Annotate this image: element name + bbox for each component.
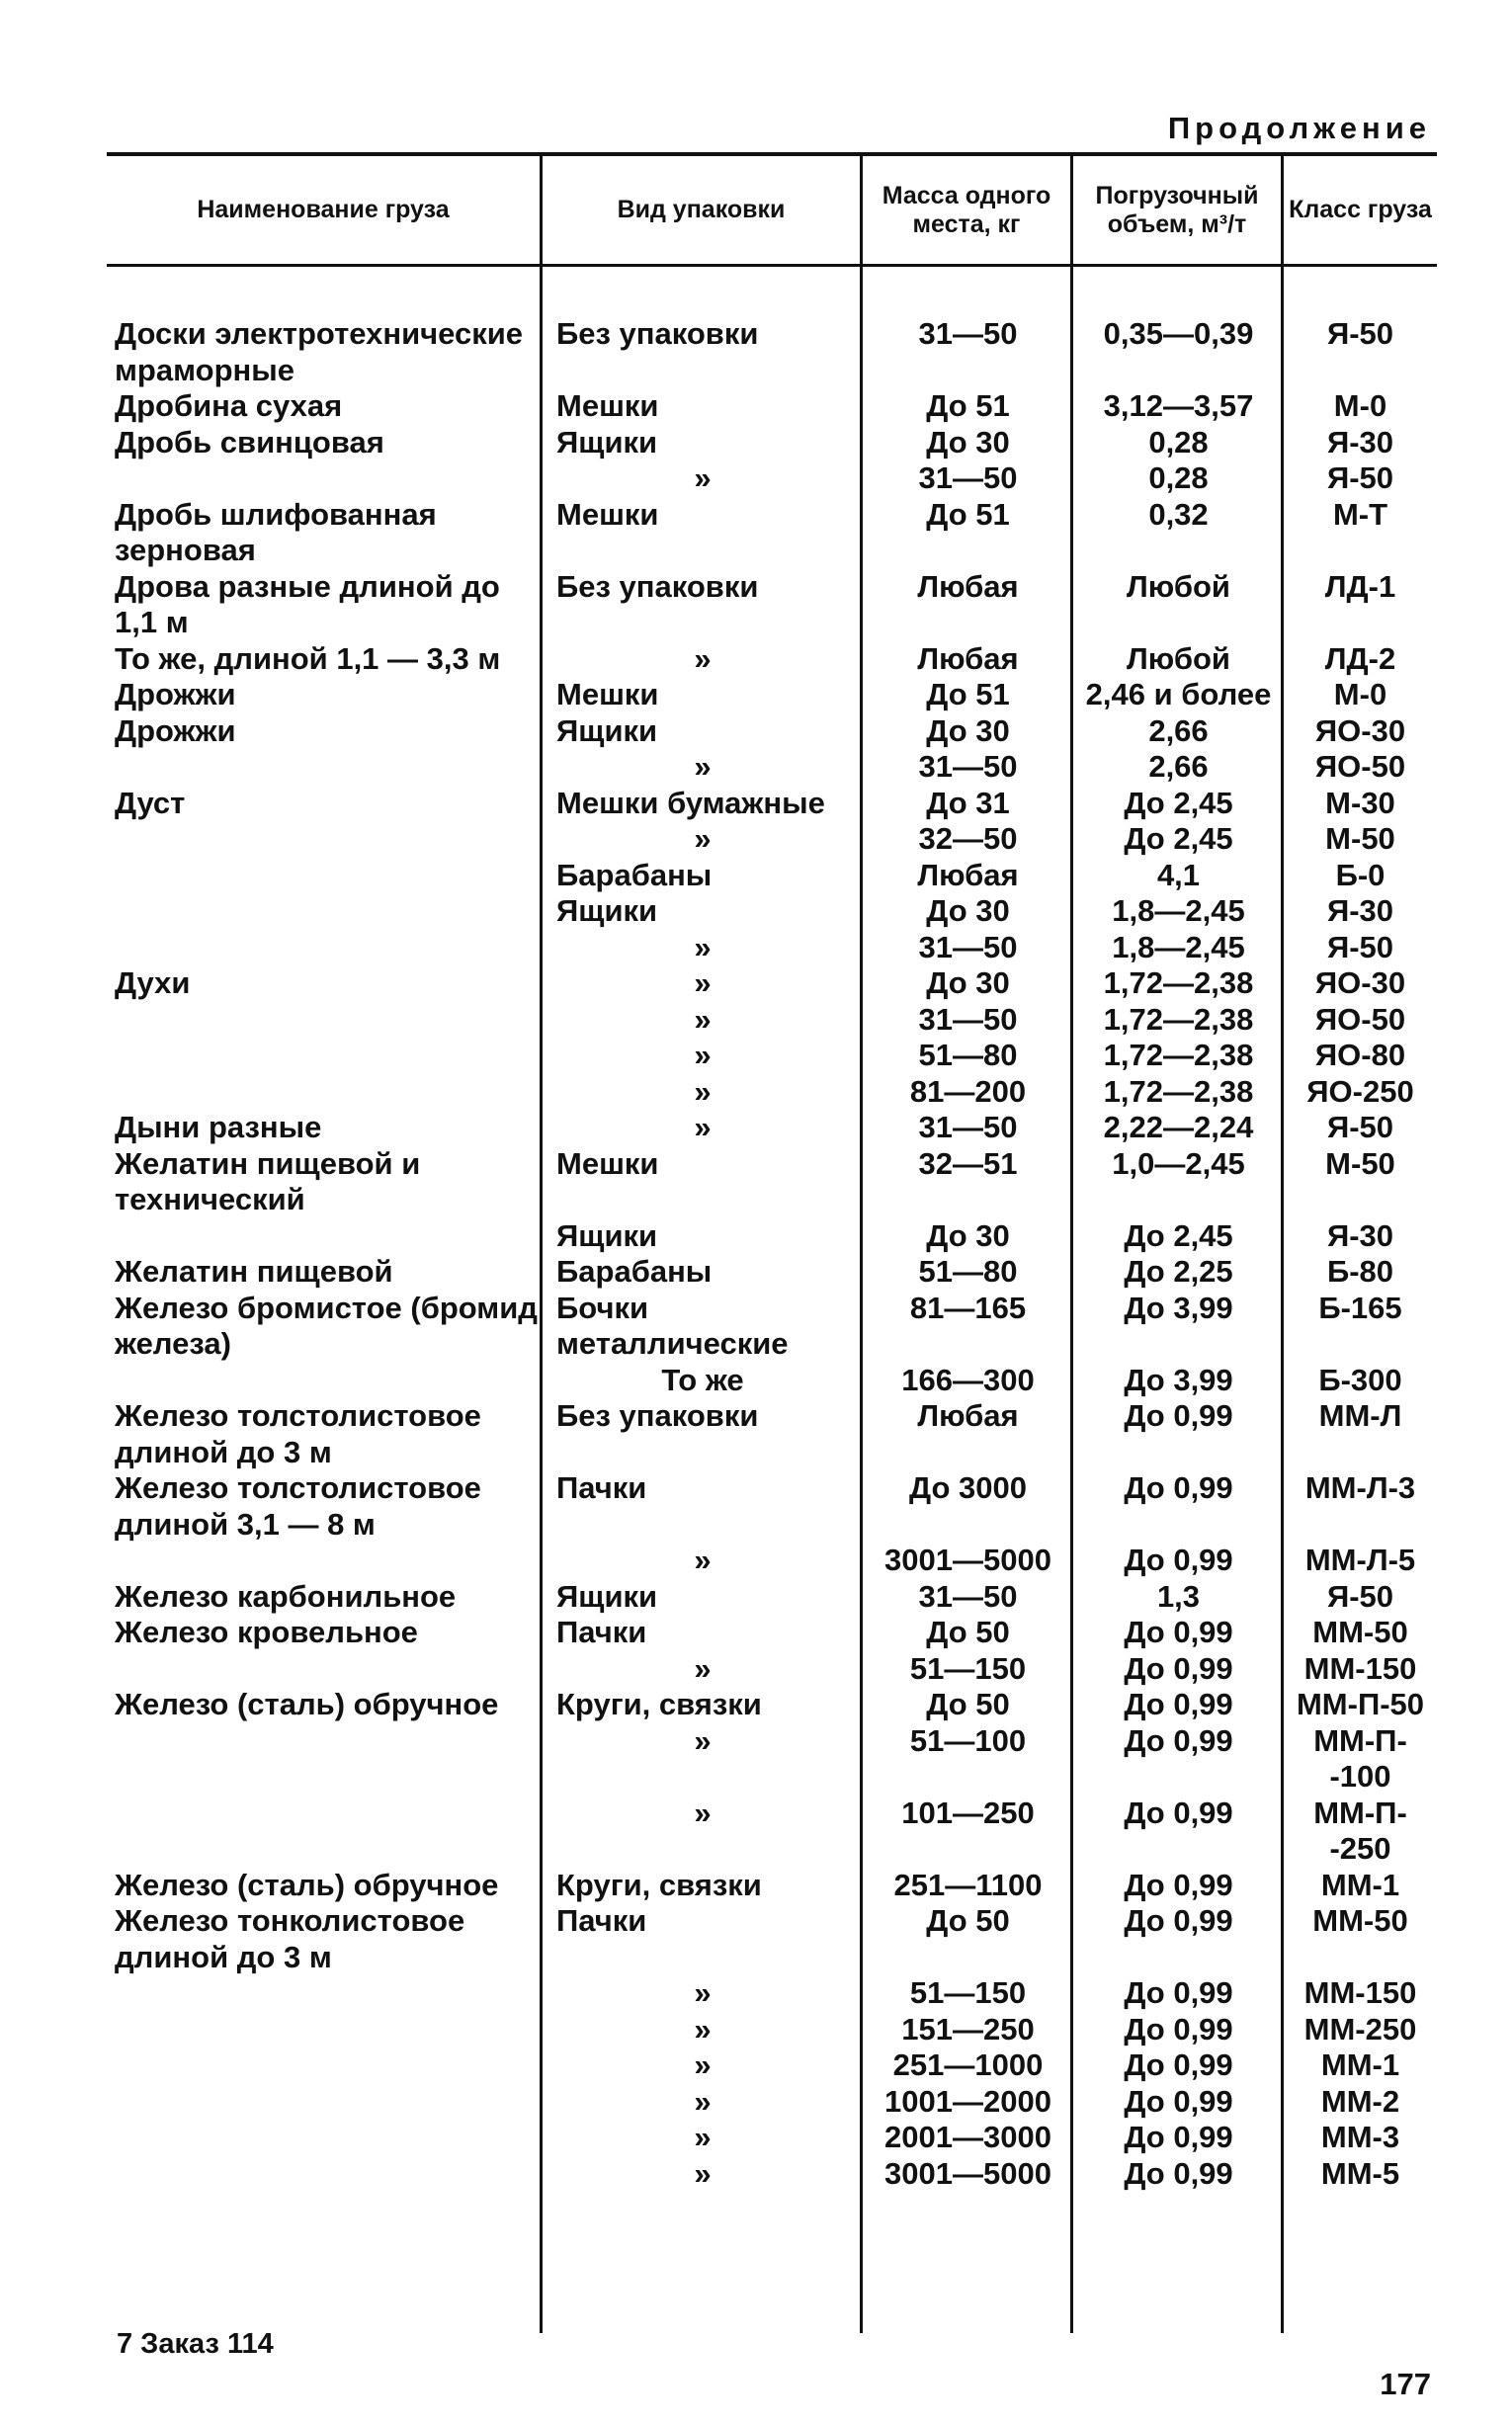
- cell-mass: Любая: [917, 640, 1019, 676]
- table-row: [107, 1002, 1437, 1039]
- table-row: [107, 677, 1437, 713]
- cell-packaging: »: [694, 2047, 712, 2082]
- table-row: [107, 858, 1437, 894]
- cell-packaging: »: [694, 1073, 712, 1109]
- cell-cargo-name: [107, 1975, 543, 2012]
- cell-cargo-name: [107, 1723, 543, 1796]
- table-row: [107, 1615, 1437, 1651]
- cell-class: ММ-Л: [1318, 1398, 1402, 1433]
- cell-mass: 101—250: [901, 1795, 1035, 1830]
- cell-class: ММ-3: [1320, 2120, 1400, 2154]
- cell-packaging: Мешки: [556, 496, 659, 532]
- cell-mass: 251—1100: [893, 1867, 1043, 1902]
- cell-cargo-name: [107, 1038, 543, 1074]
- cell-mass: 3001—5000: [884, 1543, 1051, 1577]
- cell-cargo-name: Железо (сталь) обручное: [115, 1687, 499, 1721]
- cell-cargo-name: [107, 1218, 543, 1255]
- cell-packaging: »: [694, 2155, 712, 2191]
- header-volume: Погрузочный объем, м³/т: [1095, 181, 1259, 238]
- continuation-label: Продолжение: [1167, 111, 1431, 145]
- cell-class: М-50: [1325, 821, 1395, 856]
- cell-volume: Любой: [1127, 640, 1230, 676]
- cell-packaging: Мешки бумажные: [556, 785, 825, 820]
- cell-packaging: »: [694, 1795, 712, 1830]
- cell-mass: 31—50: [918, 929, 1018, 964]
- cell-class: Я-50: [1326, 1110, 1394, 1144]
- cell-cargo-name: [107, 1074, 543, 1111]
- cell-cargo-name: То же, длиной 1,1 — 3,3 м: [115, 640, 501, 676]
- cell-packaging: »: [694, 1543, 712, 1577]
- table-row: [107, 821, 1437, 858]
- table-row: [107, 2047, 1437, 2084]
- table-row: [107, 930, 1437, 966]
- table-row: [107, 425, 1437, 461]
- cell-volume: 1,72—2,38: [1103, 1001, 1254, 1037]
- cell-class: ММ-5: [1320, 2155, 1400, 2191]
- cell-mass: До 30: [926, 1217, 1010, 1253]
- cell-class: ММ-150: [1303, 1650, 1417, 1686]
- cell-packaging: »: [694, 1110, 712, 1144]
- cell-cargo-name: Дробина сухая: [115, 388, 343, 423]
- cell-packaging: »: [694, 965, 712, 1000]
- cell-class: Б-80: [1326, 1254, 1394, 1289]
- table-row: [107, 2120, 1437, 2156]
- cell-volume: До 0,99: [1124, 1975, 1233, 2010]
- cell-class: ЯО-50: [1314, 749, 1406, 784]
- cell-volume: До 2,25: [1124, 1254, 1233, 1289]
- header-cargo-name: Наименование груза: [197, 196, 450, 223]
- table-row: [107, 1868, 1437, 1904]
- cell-class: ЛД-2: [1324, 640, 1396, 676]
- table-row: [107, 1903, 1437, 1975]
- table-row: [107, 641, 1437, 678]
- table-row: [107, 713, 1437, 750]
- cell-mass: 31—50: [918, 1578, 1018, 1614]
- cell-volume: До 0,99: [1124, 2011, 1233, 2047]
- cell-mass: Любая: [917, 568, 1019, 604]
- cell-packaging: Ящики: [556, 712, 658, 748]
- cell-mass: 32—51: [918, 1145, 1018, 1181]
- cell-packaging: Пачки: [556, 1470, 647, 1505]
- cell-cargo-name: Железо (сталь) обручное: [115, 1867, 499, 1902]
- cell-mass: 166—300: [901, 1362, 1035, 1397]
- cell-class: ММ-1: [1320, 2047, 1400, 2082]
- cell-class: Я-50: [1326, 1578, 1394, 1614]
- cell-cargo-name: [107, 858, 543, 894]
- cell-cargo-name: Желатин пищевой: [115, 1254, 393, 1289]
- cell-packaging: Ящики: [556, 893, 658, 928]
- cell-mass: До 30: [926, 893, 1010, 928]
- cell-volume: До 0,99: [1124, 1795, 1233, 1830]
- table-row: [107, 1543, 1437, 1579]
- cell-class: Я-30: [1326, 424, 1394, 460]
- cell-class: М-0: [1333, 677, 1387, 711]
- cell-mass: До 50: [926, 1687, 1010, 1721]
- cell-volume: До 3,99: [1124, 1290, 1233, 1325]
- cell-volume: 1,0—2,45: [1112, 1145, 1245, 1181]
- cell-class: Я-30: [1326, 893, 1394, 928]
- cell-mass: 31—50: [918, 1110, 1018, 1144]
- table-row: [107, 1975, 1437, 2012]
- cell-cargo-name: [107, 930, 543, 966]
- table-row: [107, 569, 1437, 641]
- cell-cargo-name: Желатин пищевой и технический: [115, 1145, 421, 1216]
- cell-volume: До 3,99: [1124, 1362, 1233, 1397]
- cell-packaging: То же: [661, 1362, 744, 1397]
- cell-packaging: »: [694, 1001, 712, 1037]
- table-row: [107, 388, 1437, 425]
- cell-cargo-name: [107, 1002, 543, 1039]
- cell-mass: 81—165: [909, 1290, 1027, 1325]
- cell-cargo-name: Железо бромистое (бромид железа): [115, 1290, 538, 1361]
- cell-cargo-name: Дыни разные: [115, 1110, 322, 1144]
- cell-volume: 1,8—2,45: [1112, 929, 1245, 964]
- cell-volume: 2,66: [1148, 712, 1209, 748]
- cell-packaging: Без упаковки: [556, 1398, 759, 1433]
- header-bottom-rule: [107, 264, 1437, 267]
- cell-cargo-name: [107, 1543, 543, 1579]
- cell-packaging: Ящики: [556, 1578, 658, 1614]
- cell-volume: Любой: [1127, 568, 1230, 604]
- cell-mass: 32—50: [918, 821, 1018, 856]
- cell-volume: До 0,99: [1124, 2155, 1233, 2191]
- cell-packaging: Круги, связки: [556, 1867, 762, 1902]
- cell-packaging: »: [694, 2011, 712, 2047]
- cell-volume: До 2,45: [1124, 821, 1233, 856]
- cargo-table-body: [107, 316, 1437, 2192]
- cell-cargo-name: Дрожжи: [115, 712, 236, 748]
- cell-mass: До 30: [926, 424, 1010, 460]
- cell-packaging: »: [694, 929, 712, 964]
- cell-volume: 2,66: [1148, 749, 1209, 784]
- cell-mass: 51—80: [918, 1254, 1018, 1289]
- cell-packaging: Без упаковки: [556, 316, 759, 351]
- cell-volume: 1,72—2,38: [1103, 965, 1254, 1000]
- cell-volume: До 0,99: [1124, 1650, 1233, 1686]
- cell-mass: До 51: [926, 677, 1010, 711]
- cell-class: М-0: [1333, 388, 1387, 423]
- cell-packaging: Ящики: [556, 424, 658, 460]
- cell-packaging: Пачки: [556, 1903, 647, 1938]
- cell-class: ММ-П-50: [1296, 1687, 1425, 1721]
- cell-mass: 31—50: [918, 749, 1018, 784]
- cell-cargo-name: Дрова разные длиной до 1,1 м: [115, 568, 500, 639]
- cell-packaging: »: [694, 1722, 712, 1758]
- cell-packaging: »: [694, 1650, 712, 1686]
- cell-mass: 31—50: [918, 1001, 1018, 1037]
- cell-cargo-name: Железо карбонильное: [115, 1578, 457, 1614]
- cell-cargo-name: [107, 2047, 543, 2084]
- cell-class: ММ-Л-3: [1304, 1470, 1416, 1505]
- footer-order-note: 7 Заказ 114: [117, 2328, 274, 2360]
- cell-cargo-name: Железо тонколистовое длиной до 3 м: [115, 1903, 465, 1974]
- cell-class: ММ-П- -250: [1313, 1795, 1407, 1866]
- cell-cargo-name: [107, 460, 543, 497]
- cell-mass: 51—150: [909, 1975, 1027, 2010]
- cell-cargo-name: Духи: [115, 965, 191, 1000]
- cell-packaging: »: [694, 2120, 712, 2154]
- cell-volume: 4,1: [1156, 857, 1201, 892]
- cell-class: ЯО-80: [1314, 1038, 1406, 1072]
- cell-volume: До 0,99: [1124, 1903, 1233, 1938]
- cell-volume: До 2,45: [1124, 785, 1233, 820]
- cell-volume: 0,28: [1148, 460, 1209, 495]
- cell-volume: 0,28: [1148, 424, 1209, 460]
- table-row: [107, 1723, 1437, 1796]
- table-row: [107, 1291, 1437, 1363]
- table-row: [107, 1398, 1437, 1470]
- cell-packaging: Пачки: [556, 1615, 647, 1649]
- cell-cargo-name: Дробь шлифованная зерновая: [115, 496, 437, 567]
- cell-mass: До 31: [926, 785, 1010, 820]
- table-row: [107, 965, 1437, 1002]
- table-row: [107, 497, 1437, 569]
- cell-mass: До 30: [926, 712, 1010, 748]
- cell-cargo-name: Железо толстолистовое длиной до 3 м: [115, 1398, 481, 1469]
- cell-mass: 251—1000: [892, 2047, 1044, 2082]
- cell-cargo-name: Дробь свинцовая: [115, 424, 384, 460]
- cell-cargo-name: [107, 2120, 543, 2156]
- cell-class: ММ-2: [1320, 2083, 1400, 2119]
- cell-class: ММ-150: [1303, 1975, 1417, 2010]
- cell-volume: До 0,99: [1124, 1615, 1233, 1649]
- cell-packaging: »: [694, 2083, 712, 2119]
- cell-class: Я-50: [1326, 316, 1394, 351]
- cell-class: ЯО-30: [1314, 712, 1406, 748]
- table-row: [107, 1038, 1437, 1074]
- cell-mass: 51—100: [909, 1722, 1027, 1758]
- cell-packaging: Барабаны: [556, 1254, 713, 1289]
- cell-cargo-name: Дрожжи: [115, 677, 236, 711]
- cell-class: М-Т: [1332, 496, 1388, 532]
- cell-packaging: Барабаны: [556, 857, 713, 892]
- table-row: [107, 1579, 1437, 1616]
- table-row: [107, 1146, 1437, 1218]
- cell-cargo-name: [107, 1651, 543, 1688]
- table-row: [107, 1074, 1437, 1111]
- cell-class: ММ-Л-5: [1304, 1543, 1416, 1577]
- cell-cargo-name: [107, 749, 543, 786]
- cell-packaging: Мешки: [556, 1145, 659, 1181]
- cell-packaging: Ящики: [556, 1217, 658, 1253]
- cell-cargo-name: [107, 1796, 543, 1868]
- table-row: [107, 1651, 1437, 1688]
- cell-cargo-name: Доски электротехнические мраморные: [115, 316, 524, 387]
- header-class: Класс груза: [1289, 196, 1432, 223]
- cell-class: ММ-50: [1312, 1903, 1408, 1938]
- cell-mass: 31—50: [918, 460, 1018, 495]
- cell-mass: До 51: [926, 496, 1010, 532]
- cell-mass: 81—200: [909, 1073, 1027, 1109]
- cell-class: Б-165: [1318, 1290, 1402, 1325]
- cell-mass: 31—50: [918, 316, 1018, 351]
- table-row: [107, 2012, 1437, 2048]
- cell-volume: 3,12—3,57: [1103, 388, 1254, 423]
- table-row: [107, 1363, 1437, 1399]
- table-row: [107, 1687, 1437, 1723]
- cell-volume: До 0,99: [1124, 1470, 1233, 1505]
- cell-class: ЯО-250: [1306, 1073, 1414, 1109]
- cell-class: ЯО-30: [1314, 965, 1406, 1000]
- cell-mass: Любая: [917, 857, 1019, 892]
- cell-volume: 1,3: [1156, 1578, 1201, 1614]
- cell-mass: До 51: [926, 388, 1010, 423]
- table-row: [107, 749, 1437, 786]
- cell-packaging: »: [694, 821, 712, 856]
- cell-cargo-name: Железо толстолистовое длиной 3,1 — 8 м: [115, 1470, 481, 1542]
- cell-mass: До 50: [926, 1615, 1010, 1649]
- table-row: [107, 893, 1437, 930]
- cell-class: Б-300: [1318, 1362, 1402, 1397]
- cell-packaging: Мешки: [556, 388, 659, 423]
- cell-class: Я-50: [1326, 460, 1394, 495]
- cell-packaging: Мешки: [556, 677, 659, 711]
- header-packaging: Вид упаковки: [617, 196, 786, 223]
- cell-volume: 1,72—2,38: [1103, 1038, 1254, 1072]
- cell-volume: 1,72—2,38: [1103, 1073, 1254, 1109]
- cell-packaging: »: [694, 1038, 712, 1072]
- table-row: [107, 2084, 1437, 2121]
- cell-packaging: »: [694, 749, 712, 784]
- cell-cargo-name: [107, 2084, 543, 2121]
- cell-class: ММ-1: [1320, 1867, 1400, 1902]
- table-row: [107, 1254, 1437, 1291]
- cell-volume: 0,35—0,39: [1103, 316, 1254, 351]
- cell-mass: 51—150: [909, 1650, 1027, 1686]
- cell-class: ЛД-1: [1324, 568, 1396, 604]
- cell-cargo-name: Железо кровельное: [115, 1615, 418, 1649]
- cell-class: Б-0: [1335, 857, 1386, 892]
- cell-volume: 1,8—2,45: [1112, 893, 1245, 928]
- table-row: [107, 786, 1437, 822]
- table-row: [107, 2156, 1437, 2193]
- cell-packaging: »: [694, 640, 712, 676]
- cell-class: ММ-250: [1303, 2011, 1417, 2047]
- cell-volume: 0,32: [1148, 496, 1209, 532]
- cell-packaging: »: [694, 460, 712, 495]
- cell-mass: 151—250: [901, 2011, 1035, 2047]
- cell-class: Я-30: [1326, 1217, 1394, 1253]
- cell-cargo-name: [107, 821, 543, 858]
- cell-volume: До 0,99: [1124, 1867, 1233, 1902]
- cell-class: ЯО-50: [1314, 1001, 1406, 1037]
- cell-volume: До 0,99: [1124, 1398, 1233, 1433]
- cell-class: ММ-50: [1312, 1615, 1408, 1649]
- table-row: [107, 1470, 1437, 1543]
- cell-volume: До 2,45: [1124, 1217, 1233, 1253]
- cell-class: М-50: [1325, 1145, 1395, 1181]
- cell-volume: До 0,99: [1124, 2047, 1233, 2082]
- cell-volume: До 0,99: [1124, 1543, 1233, 1577]
- cell-cargo-name: [107, 1363, 543, 1399]
- table-row: [107, 460, 1437, 497]
- cell-cargo-name: Дуст: [115, 785, 186, 820]
- cell-mass: До 30: [926, 965, 1010, 1000]
- cell-packaging: »: [694, 1975, 712, 2010]
- cell-packaging: Круги, связки: [556, 1687, 762, 1721]
- cell-cargo-name: [107, 893, 543, 930]
- table-row: [107, 1218, 1437, 1255]
- cell-packaging: Бочки металлические: [556, 1290, 789, 1361]
- cell-class: М-30: [1325, 785, 1395, 820]
- table-row: [107, 1110, 1437, 1146]
- table-row: [107, 316, 1437, 388]
- cell-volume: 2,46 и более: [1085, 677, 1272, 711]
- cell-mass: До 3000: [909, 1470, 1027, 1505]
- cell-volume: До 0,99: [1124, 2083, 1233, 2119]
- cell-mass: Любая: [917, 1398, 1019, 1433]
- cell-mass: 2001—3000: [884, 2120, 1051, 2154]
- cell-cargo-name: [107, 2156, 543, 2193]
- cell-mass: До 50: [926, 1903, 1010, 1938]
- cell-cargo-name: [107, 2012, 543, 2048]
- table-row: [107, 1796, 1437, 1868]
- cell-packaging: Без упаковки: [556, 568, 759, 604]
- page-number: 177: [1380, 2367, 1431, 2401]
- cell-volume: 2,22—2,24: [1103, 1110, 1254, 1144]
- cell-volume: До 0,99: [1124, 1722, 1233, 1758]
- cell-class: ММ-П- -100: [1313, 1722, 1407, 1794]
- cell-volume: До 0,99: [1124, 2120, 1233, 2154]
- cell-class: Я-50: [1326, 929, 1394, 964]
- cell-mass: 3001—5000: [884, 2155, 1051, 2191]
- cell-volume: До 0,99: [1124, 1687, 1233, 1721]
- header-mass: Масса одного места, кг: [882, 181, 1051, 238]
- cell-mass: 51—80: [918, 1038, 1018, 1072]
- cell-mass: 1001—2000: [884, 2083, 1051, 2119]
